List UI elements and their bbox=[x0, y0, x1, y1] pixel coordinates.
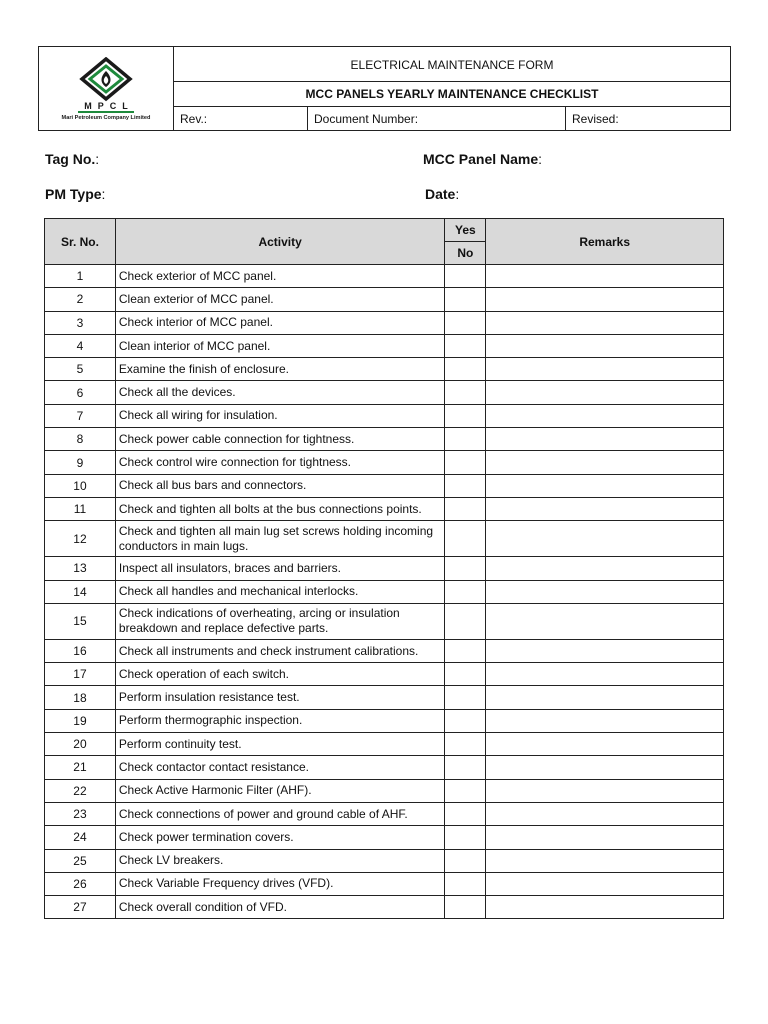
yes-no-cell[interactable] bbox=[445, 311, 486, 334]
mcc-panel-name-field[interactable]: MCC Panel Name: bbox=[423, 151, 543, 167]
table-row bbox=[45, 265, 724, 288]
pm-type-label: PM Type bbox=[45, 186, 102, 202]
yes-header: Yes bbox=[445, 219, 486, 242]
activity-cell: Check indications of overheating, arcing or insulation breakdown and replace defective parts. bbox=[115, 603, 445, 639]
yes-no-cell[interactable] bbox=[445, 451, 486, 474]
sr-no-cell: 7 bbox=[45, 404, 116, 427]
activity-cell: Check all the devices. bbox=[115, 381, 445, 404]
table-row bbox=[45, 334, 724, 357]
activity-cell: Perform continuity test. bbox=[115, 733, 445, 756]
yes-no-cell[interactable] bbox=[445, 802, 486, 825]
sr-no-cell: 9 bbox=[45, 451, 116, 474]
yes-no-cell[interactable] bbox=[445, 334, 486, 357]
yes-no-cell[interactable] bbox=[445, 872, 486, 895]
activity-cell: Check and tighten all main lug set screws holding incoming conductors in main lugs. bbox=[115, 521, 445, 557]
company-logo bbox=[39, 47, 174, 130]
remarks-cell[interactable] bbox=[486, 896, 724, 919]
yes-no-cell[interactable] bbox=[445, 580, 486, 603]
activity-cell: Check control wire connection for tightness. bbox=[115, 451, 445, 474]
sr-no-header: Sr. No. bbox=[45, 219, 116, 265]
remarks-cell[interactable] bbox=[486, 381, 724, 404]
document-number-label: Document Number: bbox=[314, 111, 419, 126]
mcc-panel-name-label: MCC Panel Name bbox=[423, 151, 539, 167]
remarks-cell[interactable] bbox=[486, 603, 724, 639]
activity-cell: Clean exterior of MCC panel. bbox=[115, 288, 445, 311]
sr-no-cell: 1 bbox=[45, 265, 116, 288]
table-row bbox=[45, 288, 724, 311]
yes-no-cell[interactable] bbox=[445, 497, 486, 520]
activity-cell: Check power cable connection for tightness. bbox=[115, 428, 445, 451]
yes-no-cell[interactable] bbox=[445, 428, 486, 451]
yes-no-cell[interactable] bbox=[445, 733, 486, 756]
table-row bbox=[45, 686, 724, 709]
yes-no-cell[interactable] bbox=[445, 826, 486, 849]
sr-no-cell: 23 bbox=[45, 802, 116, 825]
form-title: ELECTRICAL MAINTENANCE FORM bbox=[174, 47, 730, 82]
remarks-cell[interactable] bbox=[486, 802, 724, 825]
logo-company-name: Mari Petroleum Company Limited bbox=[61, 114, 151, 121]
yes-no-cell[interactable] bbox=[445, 521, 486, 557]
date-field[interactable]: Date: bbox=[425, 186, 460, 202]
remarks-cell[interactable] bbox=[486, 779, 724, 802]
remarks-cell[interactable] bbox=[486, 311, 724, 334]
remarks-cell[interactable] bbox=[486, 451, 724, 474]
activity-header: Activity bbox=[115, 219, 445, 265]
activity-cell: Perform insulation resistance test. bbox=[115, 686, 445, 709]
sr-no-cell: 8 bbox=[45, 428, 116, 451]
rev-label: Rev.: bbox=[180, 111, 208, 126]
sr-no-cell: 3 bbox=[45, 311, 116, 334]
table-row bbox=[45, 663, 724, 686]
table-row bbox=[45, 849, 724, 872]
sr-no-cell: 12 bbox=[45, 521, 116, 557]
table-row bbox=[45, 872, 724, 895]
revised-label: Revised: bbox=[572, 111, 619, 126]
pm-type-field[interactable]: PM Type: bbox=[45, 186, 106, 202]
yes-no-cell[interactable] bbox=[445, 709, 486, 732]
yes-no-cell[interactable] bbox=[445, 779, 486, 802]
yes-no-cell[interactable] bbox=[445, 639, 486, 662]
remarks-cell[interactable] bbox=[486, 557, 724, 580]
sr-no-cell: 11 bbox=[45, 497, 116, 520]
yes-no-cell[interactable] bbox=[445, 603, 486, 639]
remarks-cell[interactable] bbox=[486, 265, 724, 288]
remarks-cell[interactable] bbox=[486, 826, 724, 849]
table-row bbox=[45, 580, 724, 603]
sr-no-cell: 22 bbox=[45, 779, 116, 802]
remarks-cell[interactable] bbox=[486, 663, 724, 686]
activity-cell: Check all instruments and check instrument calibrations. bbox=[115, 639, 445, 662]
table-row bbox=[45, 404, 724, 427]
maintenance-checklist-table bbox=[44, 218, 724, 919]
sr-no-cell: 13 bbox=[45, 557, 116, 580]
activity-cell: Check all bus bars and connectors. bbox=[115, 474, 445, 497]
table-row bbox=[45, 311, 724, 334]
sr-no-cell: 5 bbox=[45, 358, 116, 381]
table-row bbox=[45, 497, 724, 520]
yes-no-cell[interactable] bbox=[445, 358, 486, 381]
sr-no-cell: 15 bbox=[45, 603, 116, 639]
remarks-cell[interactable] bbox=[486, 639, 724, 662]
table-row bbox=[45, 451, 724, 474]
remarks-cell[interactable] bbox=[486, 872, 724, 895]
yes-no-cell[interactable] bbox=[445, 288, 486, 311]
logo-wordmark: MPCL bbox=[84, 100, 134, 111]
activity-cell: Check exterior of MCC panel. bbox=[115, 265, 445, 288]
activity-cell: Check contactor contact resistance. bbox=[115, 756, 445, 779]
activity-cell: Examine the finish of enclosure. bbox=[115, 358, 445, 381]
tag-no-label: Tag No. bbox=[45, 151, 96, 167]
remarks-cell[interactable] bbox=[486, 288, 724, 311]
sr-no-cell: 25 bbox=[45, 849, 116, 872]
date-label: Date bbox=[425, 186, 456, 202]
table-row bbox=[45, 733, 724, 756]
activity-cell: Check power termination covers. bbox=[115, 826, 445, 849]
remarks-cell[interactable] bbox=[486, 521, 724, 557]
activity-cell: Check interior of MCC panel. bbox=[115, 311, 445, 334]
table-row bbox=[45, 557, 724, 580]
sr-no-cell: 20 bbox=[45, 733, 116, 756]
yes-no-cell[interactable] bbox=[445, 404, 486, 427]
yes-no-cell[interactable] bbox=[445, 663, 486, 686]
activity-cell: Check Variable Frequency drives (VFD). bbox=[115, 872, 445, 895]
remarks-cell[interactable] bbox=[486, 849, 724, 872]
table-row bbox=[45, 896, 724, 919]
remarks-cell[interactable] bbox=[486, 404, 724, 427]
tag-no-field[interactable]: Tag No.: bbox=[45, 151, 100, 167]
table-row bbox=[45, 779, 724, 802]
table-row bbox=[45, 756, 724, 779]
sr-no-cell: 24 bbox=[45, 826, 116, 849]
table-row bbox=[45, 428, 724, 451]
sr-no-cell: 19 bbox=[45, 709, 116, 732]
remarks-cell[interactable] bbox=[486, 334, 724, 357]
activity-cell: Check operation of each switch. bbox=[115, 663, 445, 686]
table-row bbox=[45, 709, 724, 732]
sr-no-cell: 10 bbox=[45, 474, 116, 497]
activity-cell: Clean interior of MCC panel. bbox=[115, 334, 445, 357]
table-row bbox=[45, 474, 724, 497]
checklist-title: MCC PANELS YEARLY MAINTENANCE CHECKLIST bbox=[174, 82, 730, 107]
activity-cell: Check overall condition of VFD. bbox=[115, 896, 445, 919]
remarks-cell[interactable] bbox=[486, 497, 724, 520]
activity-cell: Check all wiring for insulation. bbox=[115, 404, 445, 427]
sr-no-cell: 2 bbox=[45, 288, 116, 311]
remarks-header: Remarks bbox=[486, 219, 724, 265]
sr-no-cell: 18 bbox=[45, 686, 116, 709]
yes-no-cell[interactable] bbox=[445, 474, 486, 497]
remarks-cell[interactable] bbox=[486, 580, 724, 603]
table-row bbox=[45, 826, 724, 849]
table-row bbox=[45, 603, 724, 639]
document-number-field[interactable] bbox=[308, 107, 566, 130]
logo-divider bbox=[78, 111, 134, 114]
yes-no-cell[interactable] bbox=[445, 265, 486, 288]
form-header bbox=[38, 46, 731, 131]
remarks-cell[interactable] bbox=[486, 428, 724, 451]
yes-no-cell[interactable] bbox=[445, 381, 486, 404]
remarks-cell[interactable] bbox=[486, 756, 724, 779]
table-row bbox=[45, 802, 724, 825]
activity-cell: Check and tighten all bolts at the bus connections points. bbox=[115, 497, 445, 520]
activity-cell: Inspect all insulators, braces and barriers. bbox=[115, 557, 445, 580]
table-row bbox=[45, 521, 724, 557]
activity-cell: Perform thermographic inspection. bbox=[115, 709, 445, 732]
sr-no-cell: 26 bbox=[45, 872, 116, 895]
rev-field[interactable] bbox=[174, 107, 308, 130]
no-header: No bbox=[445, 242, 486, 265]
yes-no-cell[interactable] bbox=[445, 756, 486, 779]
activity-cell: Check all handles and mechanical interlocks. bbox=[115, 580, 445, 603]
sr-no-cell: 14 bbox=[45, 580, 116, 603]
yes-no-cell[interactable] bbox=[445, 686, 486, 709]
remarks-cell[interactable] bbox=[486, 474, 724, 497]
table-row bbox=[45, 358, 724, 381]
sr-no-cell: 17 bbox=[45, 663, 116, 686]
revised-field[interactable] bbox=[566, 107, 730, 130]
table-row bbox=[45, 639, 724, 662]
yes-no-cell[interactable] bbox=[445, 896, 486, 919]
activity-cell: Check Active Harmonic Filter (AHF). bbox=[115, 779, 445, 802]
remarks-cell[interactable] bbox=[486, 358, 724, 381]
sr-no-cell: 27 bbox=[45, 896, 116, 919]
sr-no-cell: 4 bbox=[45, 334, 116, 357]
remarks-cell[interactable] bbox=[486, 709, 724, 732]
remarks-cell[interactable] bbox=[486, 733, 724, 756]
yes-no-cell[interactable] bbox=[445, 849, 486, 872]
sr-no-cell: 21 bbox=[45, 756, 116, 779]
mpcl-emblem-icon bbox=[76, 57, 136, 103]
table-row bbox=[45, 381, 724, 404]
activity-cell: Check LV breakers. bbox=[115, 849, 445, 872]
activity-cell: Check connections of power and ground cable of AHF. bbox=[115, 802, 445, 825]
remarks-cell[interactable] bbox=[486, 686, 724, 709]
sr-no-cell: 16 bbox=[45, 639, 116, 662]
yes-no-cell[interactable] bbox=[445, 557, 486, 580]
sr-no-cell: 6 bbox=[45, 381, 116, 404]
